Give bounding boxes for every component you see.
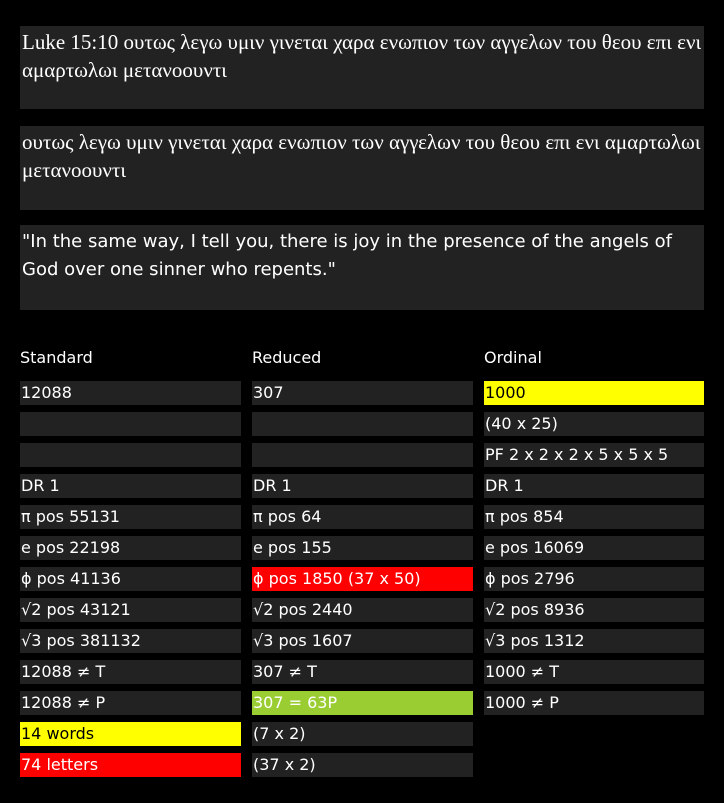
value-cell: (7 x 2) bbox=[252, 722, 473, 746]
value-cell: √2 pos 43121 bbox=[20, 598, 241, 622]
value-cell: (37 x 2) bbox=[252, 753, 473, 777]
verse-english bbox=[20, 225, 704, 310]
verse-english-text: "In the same way, I tell you, there is joy in the presence of the angels of God over one sinner who repents." bbox=[22, 231, 672, 280]
value-cell: 14 words bbox=[20, 722, 241, 746]
value-cell: √2 pos 2440 bbox=[252, 598, 473, 622]
value-cell: e pos 22198 bbox=[20, 536, 241, 560]
value-cell: 307 bbox=[252, 381, 473, 405]
value-cell: π pos 55131 bbox=[20, 505, 241, 529]
value-cell: 1000 ≠ T bbox=[484, 660, 704, 684]
value-cell: DR 1 bbox=[484, 474, 704, 498]
value-cell: ϕ pos 1850 (37 x 50) bbox=[252, 567, 473, 591]
value-cell: 12088 ≠ P bbox=[20, 691, 241, 715]
value-cell: 12088 ≠ T bbox=[20, 660, 241, 684]
value-cell: DR 1 bbox=[252, 474, 473, 498]
column-standard bbox=[20, 345, 241, 784]
value-cell bbox=[252, 412, 473, 436]
column-ordinal bbox=[484, 345, 704, 722]
value-cell: π pos 64 bbox=[252, 505, 473, 529]
column-header-reduced: Reduced bbox=[252, 348, 322, 367]
column-reduced bbox=[252, 345, 473, 784]
value-cell: 1000 bbox=[484, 381, 704, 405]
value-cell bbox=[20, 412, 241, 436]
value-cell: 307 = 63P bbox=[252, 691, 473, 715]
verse-greek-text: ουτως λεγω υμιν γινεται χαρα ενωπιον των αγγελων του θεου επι ενι αμαρτωλωι μετανοουντι bbox=[22, 130, 701, 182]
value-cell: PF 2 x 2 x 2 x 5 x 5 x 5 bbox=[484, 443, 704, 467]
value-cell: ϕ pos 41136 bbox=[20, 567, 241, 591]
value-cell: 1000 ≠ P bbox=[484, 691, 704, 715]
column-header-standard: Standard bbox=[20, 348, 93, 367]
value-cell: e pos 16069 bbox=[484, 536, 704, 560]
verse-greek-with-reference-text: Luke 15:10 ουτως λεγω υμιν γινεται χαρα ενωπιον των αγγελων του θεου επι ενι αμαρτωλωι μετανοουντι bbox=[22, 30, 702, 82]
verse-greek bbox=[20, 126, 704, 210]
value-cell bbox=[20, 443, 241, 467]
verse-greek-with-reference bbox=[20, 26, 704, 109]
value-cell: e pos 155 bbox=[252, 536, 473, 560]
value-cell: 12088 bbox=[20, 381, 241, 405]
value-cell: √3 pos 1607 bbox=[252, 629, 473, 653]
value-cell: √2 pos 8936 bbox=[484, 598, 704, 622]
value-cell: ϕ pos 2796 bbox=[484, 567, 704, 591]
value-cell: π pos 854 bbox=[484, 505, 704, 529]
value-cell: 307 ≠ T bbox=[252, 660, 473, 684]
value-cell bbox=[252, 443, 473, 467]
column-header-ordinal: Ordinal bbox=[484, 348, 542, 367]
value-cell: √3 pos 381132 bbox=[20, 629, 241, 653]
value-cell: DR 1 bbox=[20, 474, 241, 498]
value-cell: (40 x 25) bbox=[484, 412, 704, 436]
value-cell: 74 letters bbox=[20, 753, 241, 777]
value-cell: √3 pos 1312 bbox=[484, 629, 704, 653]
